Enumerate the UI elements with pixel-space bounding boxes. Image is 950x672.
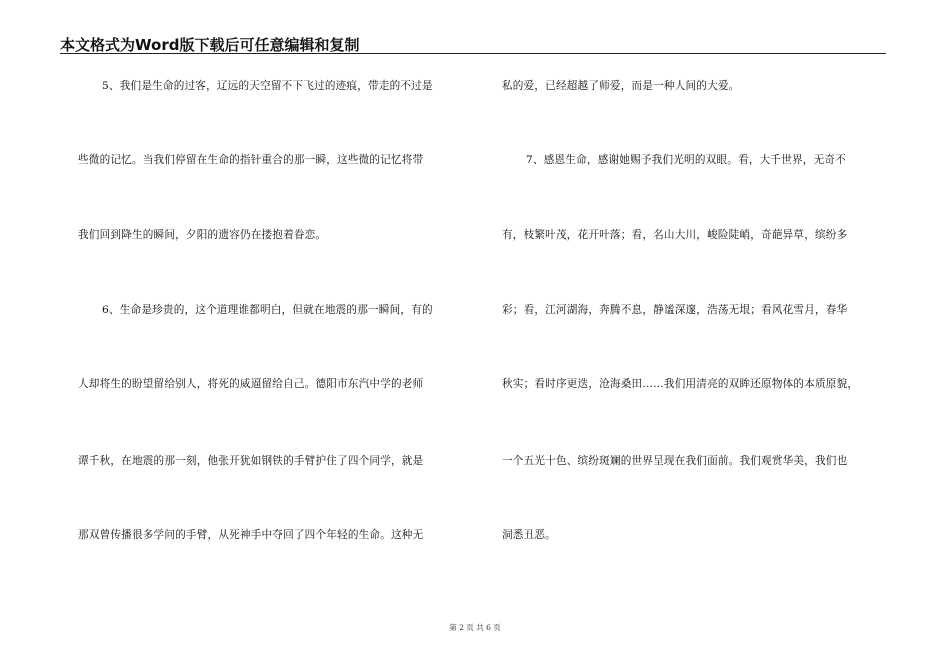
paragraph-line: 谭千秋，在地震的那一刻，他张开犹如钢铁的手臂护住了四个同学，就是 — [78, 455, 424, 467]
paragraph-line: 彩；看，江河湖海，奔腾不息，静谧深邃，浩荡无垠；看风花雪月，春华 — [502, 304, 848, 316]
header-divider — [60, 53, 886, 54]
paragraph-line: 我们回到降生的瞬间，夕阳的遗容仍在搂抱着眷恋。 — [78, 229, 327, 241]
paragraph-line: 5、我们是生命的过客，辽远的天空留不下飞过的迹痕，带走的不过是 — [102, 80, 433, 92]
paragraph-line: 人却将生的盼望留给别人，将死的威逼留给自己。德阳市东汽中学的老师 — [78, 378, 424, 390]
paragraph-line: 私的爱，已经超越了师爱，而是一种人间的大爱。 — [502, 80, 740, 92]
paragraph-line: 6、生命是珍贵的，这个道理谁都明白，但就在地震的那一瞬间，有的 — [102, 304, 433, 316]
paragraph-line: 那双曾传播很多学问的手臂，从死神手中夺回了四个年轻的生命。这种无 — [78, 529, 424, 541]
paragraph-line: 洞悉丑恶。 — [502, 529, 556, 541]
paragraph-line: 有，枝繁叶茂，花开叶落；看，名山大川，峻险陡峭，奇葩异草，缤纷多 — [502, 229, 848, 241]
paragraph-line: 7、感恩生命，感谢她赐予我们光明的双眼。看，大千世界，无奇不 — [526, 154, 846, 166]
document-header-title: 本文格式为Word版下载后可任意编辑和复制 — [60, 36, 360, 54]
paragraph-line: 些微的记忆。当我们停留在生命的指针重合的那一瞬，这些微的记忆将带 — [78, 154, 424, 166]
paragraph-line: 秋实；看时序更迭，沧海桑田……我们用清亮的双眸还原物体的本质原貌， — [502, 378, 859, 390]
paragraph-line: 一个五光十色、缤纷斑斓的世界呈现在我们面前。我们观赏华美，我们也 — [502, 455, 848, 467]
page-number: 第 2 页 共 6 页 — [449, 623, 501, 632]
